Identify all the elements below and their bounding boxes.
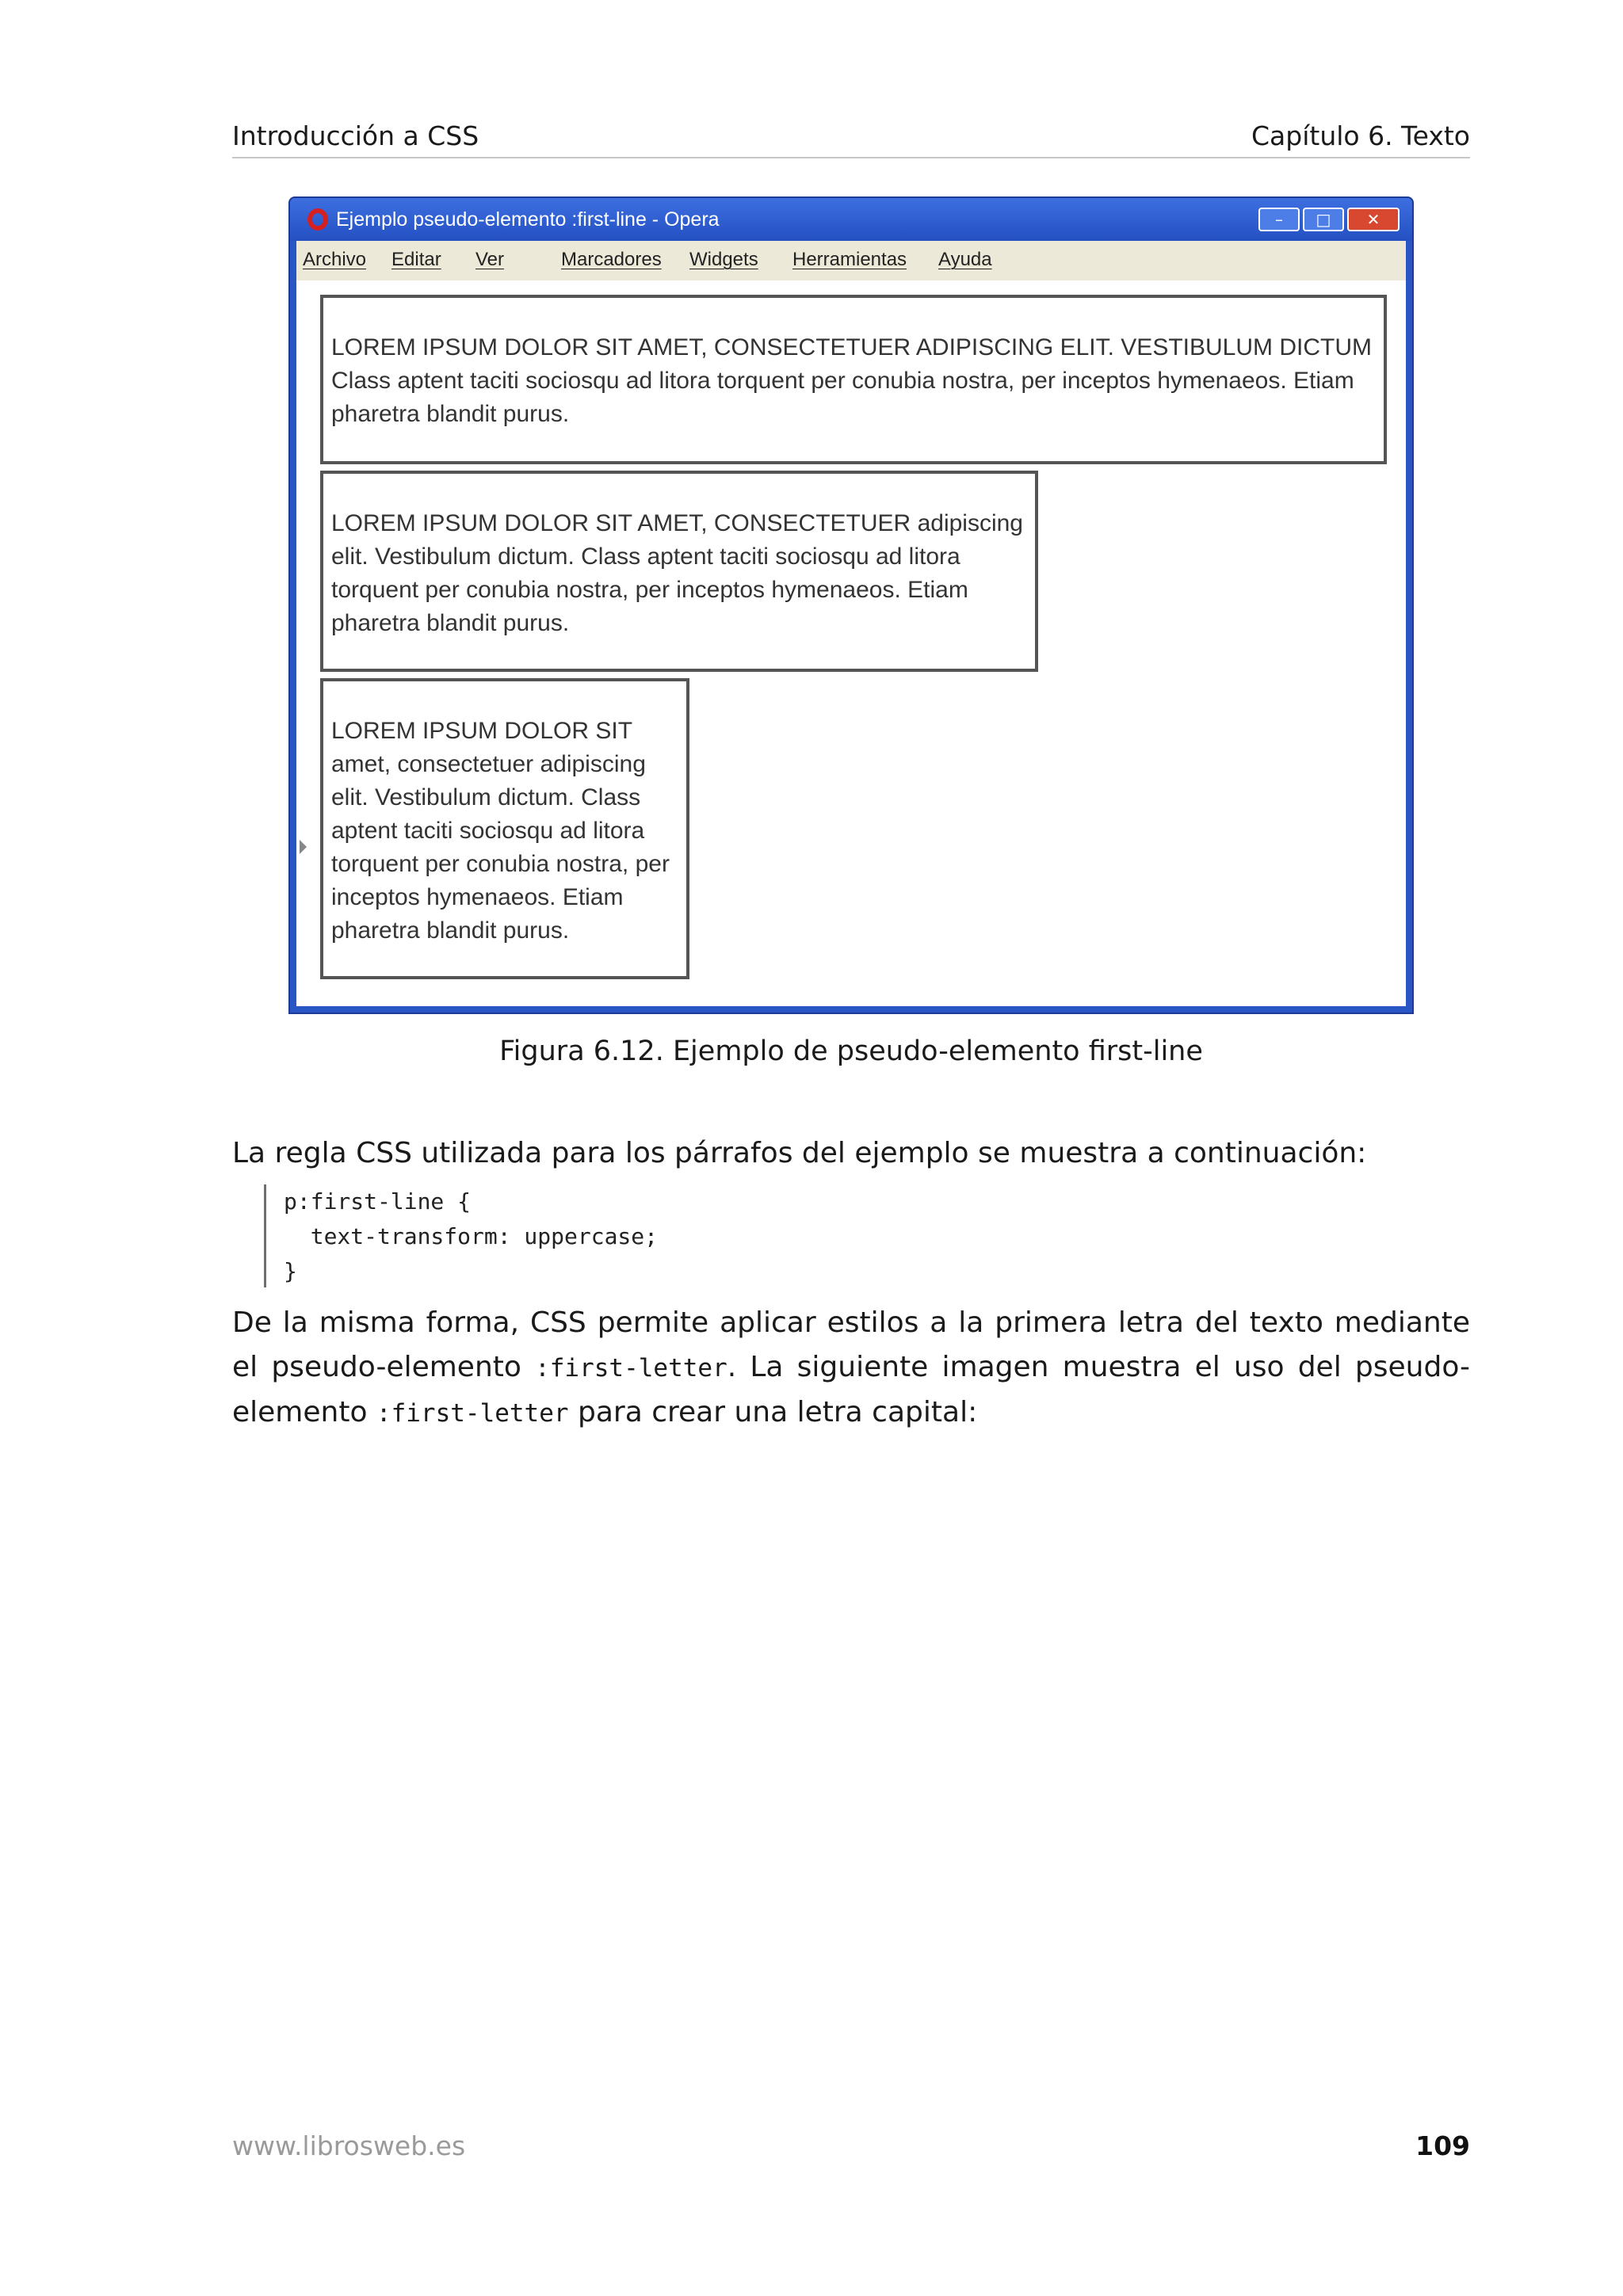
- paragraph-rest: amet, consectetuer adipiscing elit. Vestibulum dictum. Class aptent taciti sociosqu ad litora torquent per conubia nostra, per inceptos hymenaeos. Etiam pharetra blandit purus.: [331, 751, 670, 944]
- menu-item-herramientas[interactable]: Herramientas: [792, 249, 907, 270]
- inline-code: :first-letter: [376, 1399, 569, 1428]
- paragraph-rest: adipiscing elit. Vestibulum dictum. Class aptent taciti sociosqu ad litora torquent per conubia nostra, per inceptos hymenaeos. Etiam pharetra blandit purus.: [331, 510, 1023, 636]
- first-letter-paragraph: [232, 1301, 1470, 1436]
- inline-code: :first-letter: [535, 1354, 727, 1383]
- menu-bar: [296, 241, 1406, 280]
- opera-logo-icon: [307, 208, 328, 231]
- header-chapter-title: Capítulo 6. Texto: [1251, 120, 1470, 151]
- header-book-title: Introducción a CSS: [232, 120, 479, 151]
- paragraph-text: . La siguiente imagen muestra el uso del pseudo-elemento: [232, 1351, 1470, 1428]
- browser-window-screenshot: [288, 196, 1414, 1014]
- paragraph-first-line: LOREM IPSUM DOLOR SIT: [331, 718, 632, 744]
- paragraph-first-line: LOREM IPSUM DOLOR SIT AMET, CONSECTETUER ADIPISCING ELIT. VESTIBULUM DICTUM: [331, 334, 1372, 360]
- menu-item-ver[interactable]: Ver: [475, 249, 505, 270]
- menu-item-ayuda[interactable]: Ayuda: [938, 249, 992, 270]
- css-code-block: p:first-line { text-transform: uppercase; }: [264, 1184, 997, 1287]
- scroll-marker-icon: [300, 840, 307, 854]
- paragraph-first-line: LOREM IPSUM DOLOR SIT AMET, CONSECTETUER: [331, 510, 911, 536]
- paragraph-text: De la misma forma, CSS permite aplicar estilos a la primera letra del texto mediante el pseudo-elemento: [232, 1306, 1470, 1383]
- figure-caption: Figura 6.12. Ejemplo de pseudo-elemento first-line: [499, 1035, 1203, 1067]
- footer-website: www.librosweb.es: [232, 2130, 466, 2161]
- menu-item-marcadores[interactable]: Marcadores: [561, 249, 662, 270]
- example-paragraph-narrow: [320, 678, 689, 979]
- page-number: 109: [1415, 2130, 1470, 2161]
- menu-item-archivo[interactable]: Archivo: [303, 249, 367, 270]
- intro-paragraph: La regla CSS utilizada para los párrafos del ejemplo se muestra a continuación:: [232, 1137, 1367, 1169]
- example-paragraph-medium: [320, 471, 1038, 672]
- window-titlebar: [290, 198, 1412, 241]
- window-title: Ejemplo pseudo-elemento :first-line - Opera: [336, 208, 720, 231]
- paragraph-text: para crear una letra capital:: [568, 1396, 978, 1428]
- menu-item-editar[interactable]: Editar: [391, 249, 441, 270]
- example-paragraph-wide: [320, 295, 1387, 464]
- paragraph-rest: Class aptent taciti sociosqu ad litora torquent per conubia nostra, per inceptos hymenaeos. Etiam pharetra blandit purus.: [331, 368, 1354, 427]
- running-header: [232, 117, 1470, 158]
- menu-item-widgets[interactable]: Widgets: [689, 249, 758, 270]
- maximize-button[interactable]: □: [1303, 208, 1344, 231]
- close-button[interactable]: ✕: [1347, 208, 1400, 231]
- page-content-area: [296, 280, 1406, 1006]
- minimize-button[interactable]: –: [1258, 208, 1300, 231]
